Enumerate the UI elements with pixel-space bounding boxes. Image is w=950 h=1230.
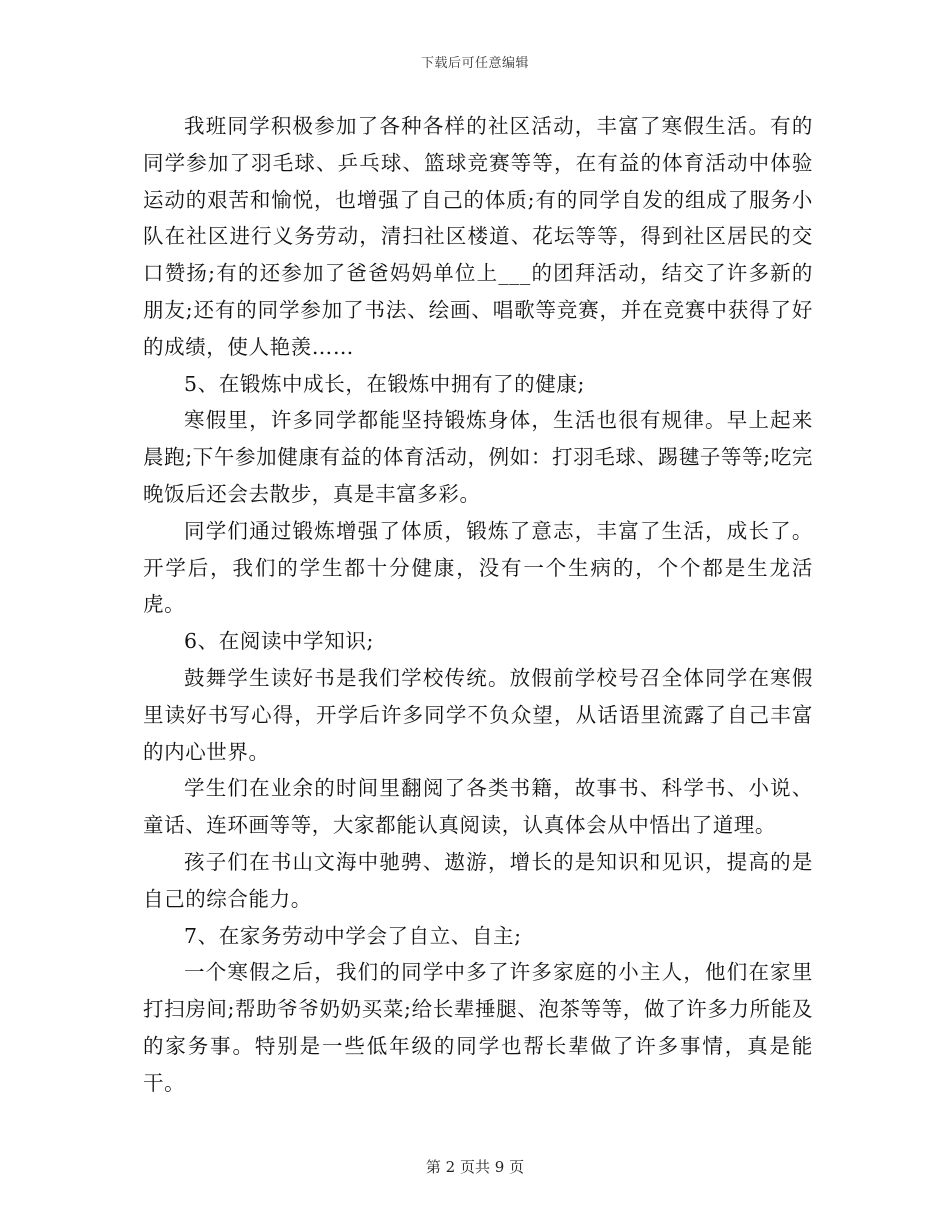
- paragraph-exercise-result: 同学们通过锻炼增强了体质，锻炼了意志，丰富了生活，成长了。开学后，我们的学生都十分健康，没有一个生病的，个个都是生龙活虎。: [143, 518, 813, 617]
- section-heading-5: 5、在锻炼中成长，在锻炼中拥有了的健康;: [184, 371, 585, 396]
- page-footer: 第 2 页共 9 页: [425, 1158, 525, 1176]
- paragraph-reading-growth: 孩子们在书山文海中驰骋、遨游，增长的是知识和见识，提高的是自己的综合能力。: [143, 849, 813, 911]
- paragraph-community-activities: 我班同学积极参加了各种各样的社区活动，丰富了寒假生活。有的同学参加了羽毛球、乒乓球、篮球竞赛等等，在有益的体育活动中体验运动的艰苦和愉悦，也增强了自己的体质;有的同学自发的组成了服务小队在社区进行义务劳动，清扫社区楼道、花坛等等，得到社区居民的交口赞扬;有的还参加了爸爸妈妈单位上___的团拜活动，结交了许多新的朋友;还有的同学参加了书法、绘画、唱歌等竞赛，并在竞赛中获得了好的成绩，使人艳羡……: [143, 114, 813, 359]
- page-header: 下载后可任意编辑: [420, 56, 529, 71]
- paragraph-reading-books: 学生们在业余的时间里翻阅了各类书籍，故事书、科学书、小说、童话、连环画等等，大家都能认真阅读，认真体会从中悟出了道理。: [143, 776, 813, 838]
- section-heading-6: 6、在阅读中学知识;: [184, 629, 374, 654]
- paragraph-exercise: 寒假里，许多同学都能坚持锻炼身体，生活也很有规律。早上起来晨跑;下午参加健康有益的体育活动，例如：打羽毛球、踢毽子等等;吃完晚饭后还会去散步，真是丰富多彩。: [143, 408, 813, 506]
- document-body: [143, 108, 813, 1102]
- paragraph-housework: 一个寒假之后，我们的同学中多了许多家庭的小主人，他们在家里打扫房间;帮助爷爷奶奶买菜;给长辈捶腿、泡茶等等，做了许多力所能及的家务事。特别是一些低年级的同学也帮长辈做了许多事情，真是能干。: [143, 960, 813, 1095]
- section-heading-7: 7、在家务劳动中学会了自立、自主;: [184, 923, 522, 948]
- paragraph-reading: 鼓舞学生读好书是我们学校传统。放假前学校号召全体同学在寒假里读好书写心得，开学后许多同学不负众望，从话语里流露了自己丰富的内心世界。: [143, 665, 813, 764]
